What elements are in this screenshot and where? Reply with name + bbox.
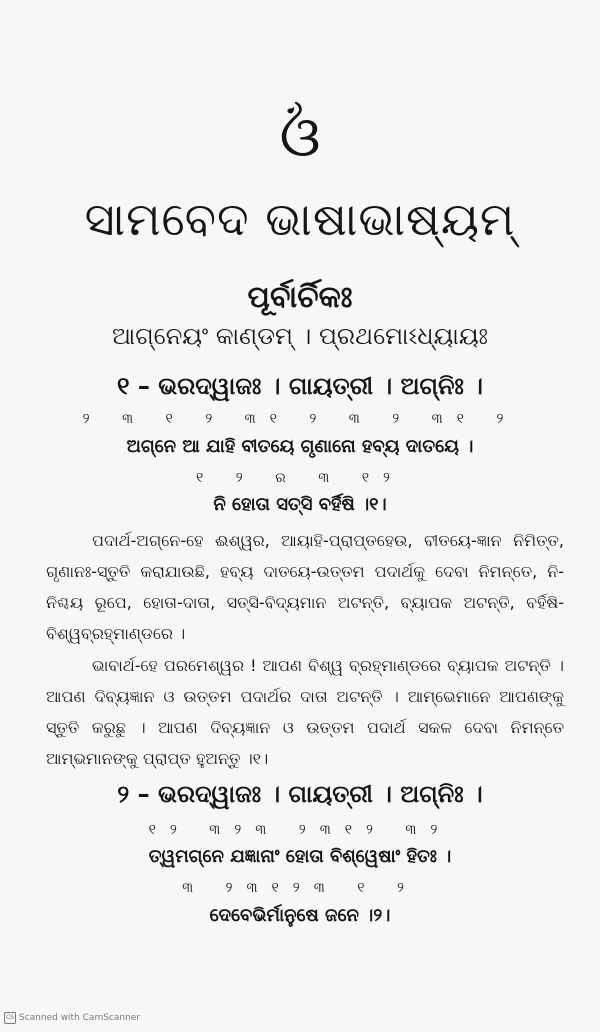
hymn-2-notation-1: ୧୨ ୩୨୩ ୨୩୧୨ ୩୨ bbox=[148, 822, 452, 838]
hymn-2-verse-2: ଦେବେଭିର୍ମାନୁଷେ ଜନେ ।୨। bbox=[209, 905, 391, 926]
section-subtitle: ପୂର୍ବାର୍ଚିକଃ bbox=[247, 280, 353, 315]
hymn-2-verse-1: ତ୍ୱମଗ୍ନେ ଯଜ୍ଞାନାଂ ହୋତା ବିଶ୍ୱେଷାଂ ହିତଃ । bbox=[148, 846, 452, 867]
hymn-1-notation-2: ୧ ୨ ର ୩ ୧୨ bbox=[196, 470, 404, 486]
om-symbol: ଓଁ bbox=[279, 101, 321, 171]
scanner-watermark bbox=[4, 1012, 140, 1024]
padartha-text: ପଦାର୍ଥ-ଅଗ୍ନେ-ହେ ଈଶ୍ୱର, ଆୟାହି-ପ୍ରାପ୍ତହେଉ, ବୀତୟେ-ଜ୍ଞାନ ନିମିତ୍ତ, ଗୃଣାନଃ-ସ୍ତୁତି କରାଯାଉଛି, ହବ୍ୟ ଦାତୟେ-ଉତ୍ତମ ପଦାର୍ଥକୁ ଦେବା ନିମନ୍ତେ, ନି-ନିଶ୍ଚୟ ରୂପେ, ହୋତା-ଦାତା, ସତ୍ସି-ବିଦ୍ୟମାନ ଅଟନ୍ତି, ବ୍ୟାପକ ଅଟନ୍ତି, ବର୍ହିଷି-ବିଶ୍ୱବ୍ରହ୍ମାଣ୍ଡରେ । bbox=[46, 531, 564, 643]
hymn-1-bhavartha bbox=[46, 650, 564, 774]
watermark-label: Scanned with CamScanner bbox=[19, 1013, 141, 1023]
hymn-1-verse-1: ଅଗ୍ନେ ଆ ଯାହି ବୀତୟେ ଗୃଣାନୋ ହବ୍ୟ ଦାତୟେ । bbox=[126, 436, 474, 457]
hymn-1-heading: ୧ – ଭରଦ୍ୱାଜଃ । ଗାୟତ୍ରୀ । ଅଗ୍ନିଃ । bbox=[117, 372, 483, 400]
hymn-2-notation-2: ୩ ୨୩୧୨୩ ୧ ୨ bbox=[182, 880, 418, 896]
hymn-2-heading: ୨ – ଭରଦ୍ୱାଜଃ । ଗାୟତ୍ରୀ । ଅଗ୍ନିଃ । bbox=[117, 780, 483, 808]
hymn-1-notation-1: ୨ ୩ ୧ ୨ ୩୧ ୨ ୩ ୨ ୩୧ ୨ bbox=[82, 411, 518, 427]
hymn-1-padartha bbox=[46, 525, 564, 649]
chapter-heading: ଆଗ୍ନେୟଂ କାଣ୍ଡମ୍ । ପ୍ରଥମୋଽଧ୍ୟାୟଃ bbox=[112, 322, 488, 350]
bhavartha-text: ଭାବାର୍ଥ-ହେ ପରମେଶ୍ୱର ! ଆପଣ ବିଶ୍ୱ ବ୍ରହ୍ମାଣ୍ଡରେ ବ୍ୟାପକ ଅଟନ୍ତି । ଆପଣ ଦିବ୍ୟଜ୍ଞାନ ଓ ଉତ୍ତମ ପଦାର୍ଥର ଦାତା ଅଟନ୍ତି । ଆମ୍ଭେମାନେ ଆପଣଙ୍କୁ ସ୍ତୁତି କରୁଛୁ । ଆପଣ ଦିବ୍ୟଜ୍ଞାନ ଓ ଉତ୍ତମ ପଦାର୍ଥ ସକଳ ଦେବା ନିମନ୍ତେ ଆମ୍ଭମାନଙ୍କୁ ପ୍ରାପ୍ତ ହୁଅନ୍ତୁ ।୧। bbox=[46, 656, 564, 768]
book-title: ସାମବେଦ ଭାଷାଭାଷ୍ୟମ୍ bbox=[84, 192, 516, 246]
hymn-1-verse-2: ନି ହୋତା ସତ୍ସି ବର୍ହିଷି ।୧। bbox=[213, 494, 387, 515]
camscanner-logo-icon: CS bbox=[4, 1012, 16, 1024]
